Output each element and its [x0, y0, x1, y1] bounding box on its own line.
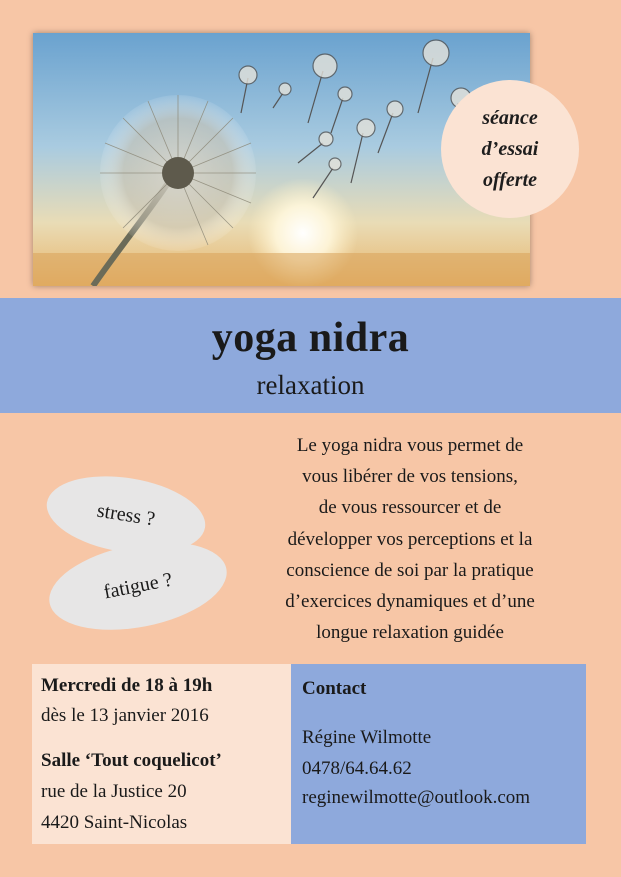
page-title: yoga nidra [211, 315, 410, 361]
venue-street: rue de la Justice 20 [41, 781, 187, 802]
title-banner [0, 298, 621, 413]
badge-line-1: séance [482, 106, 538, 129]
contact-email[interactable]: reginewilmotte@outlook.com [302, 787, 531, 808]
page-subtitle: relaxation [256, 370, 365, 400]
contact-box [291, 664, 586, 844]
description-line: de vous ressourcer et de [318, 497, 502, 519]
description-line: conscience de soi par la pratique [286, 559, 534, 581]
description-line: développer vos perceptions et la [287, 528, 533, 550]
free-trial-badge [441, 80, 579, 218]
description-line: d’exercices dynamiques et d’une [285, 591, 535, 613]
description [236, 430, 584, 648]
fatigue-text: fatigue ? [101, 568, 175, 603]
contact-name: Régine Wilmotte [302, 727, 432, 748]
badge-line-2: d’essai [481, 137, 539, 160]
description-line: longue relaxation guidée [316, 622, 504, 644]
description-line: Le yoga nidra vous permet de [296, 435, 524, 456]
fatigue-bubble [42, 529, 234, 644]
venue-name: Salle ‘Tout coquelicot’ [41, 750, 222, 771]
schedule-start: dès le 13 janvier 2016 [41, 705, 209, 726]
contact-phone[interactable]: 0478/64.64.62 [302, 758, 412, 779]
description-line: vous libérer de vos tensions, [302, 466, 518, 488]
contact-heading: Contact [302, 678, 367, 699]
stress-text: stress ? [95, 499, 157, 530]
schedule-day: Mercredi de 18 à 19h [41, 675, 213, 696]
schedule-box [32, 664, 291, 844]
venue-city: 4420 Saint-Nicolas [41, 812, 188, 833]
badge-line-3: offerte [482, 168, 538, 191]
